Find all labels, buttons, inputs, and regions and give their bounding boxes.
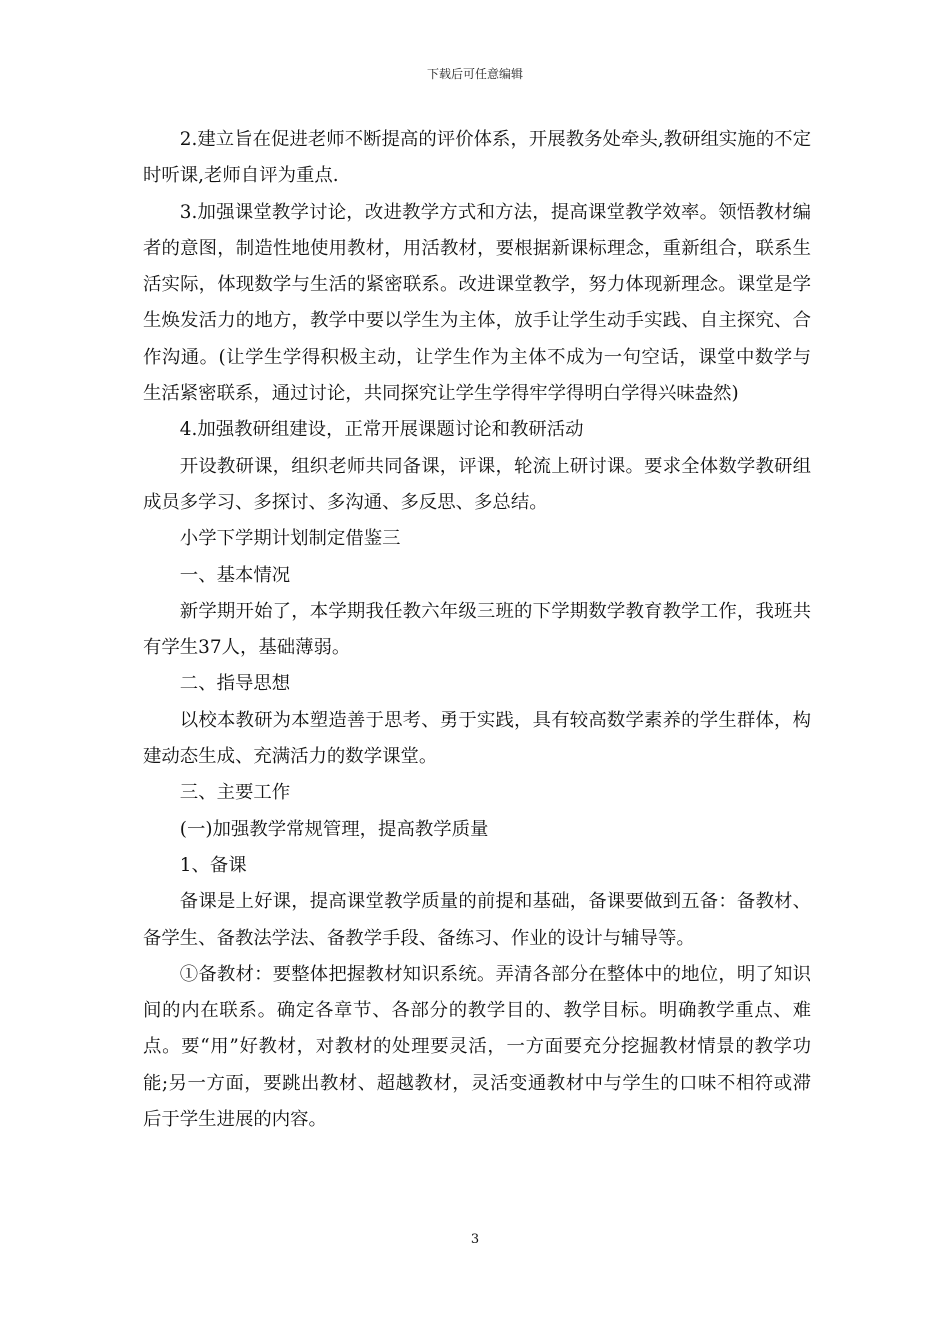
section-title: 小学下学期计划制定借鉴三 xyxy=(179,528,401,550)
heading-guiding-ideology: 二、指导思想 xyxy=(179,673,291,695)
document-body xyxy=(143,122,811,1138)
page-header: 下载后可任意编辑 xyxy=(426,67,523,81)
heading-basic-situation: 一、基本情况 xyxy=(179,564,291,586)
heading-main-work: 三、主要工作 xyxy=(179,782,291,804)
subheading-lesson-prep: 1、备课 xyxy=(179,854,247,876)
paragraph-prepare-materials: ①备教材：要整体把握教材知识系统。弄清各部分在整体中的地位，明了知识间的内在联系。确定各章节、各部分的教学目的、教学目标。明确教学重点、难点。要“用”好教材，对教材的处理要灵活，一方面要充分挖掘教材情景的教学功能;另一方面，要跳出教材、超越教材，灵活变通教材中与学生的口味不相符或滞后于学生进展的内容。 xyxy=(143,963,811,1131)
paragraph-research-group: 4.加强教研组建设，正常开展课题讨论和教研活动 xyxy=(179,419,584,441)
subheading-teaching-management: (一)加强教学常规管理，提高教学质量 xyxy=(179,818,489,840)
page-number: 3 xyxy=(470,1232,480,1247)
paragraph-research-lessons: 开设教研课，组织老师共同备课，评课，轮流上研讨课。要求全体数学教研组成员多学习、多探讨、多沟通、多反思、多总结。 xyxy=(143,455,811,513)
paragraph-evaluation-system: 2.建立旨在促进老师不断提高的评价体系，开展教务处牵头,教研组实施的不定时听课,老师自评为重点. xyxy=(143,129,811,187)
paragraph-basic-situation: 新学期开始了，本学期我任教六年级三班的下学期数学教育教学工作，我班共有学生37人，基础薄弱。 xyxy=(143,600,811,659)
paragraph-classroom-teaching: 3.加强课堂教学讨论，改进教学方式和方法，提高课堂教学效率。领悟教材编者的意图，制造性地使用教材，用活教材，要根据新课标理念，重新组合，联系生活实际，体现数学与生活的紧密联系。改进课堂教学，努力体现新理念。课堂是学生焕发活力的地方，教学中要以学生为主体，放手让学生动手实践、自主探究、合作沟通。(让学生学得积极主动，让学生作为主体不成为一句空话，课堂中数学与生活紧密联系，通过讨论，共同探究让学生学得牢学得明白学得兴味盎然) xyxy=(143,201,811,405)
paragraph-guiding-ideology: 以校本教研为本塑造善于思考、勇于实践，具有较高数学素养的学生群体，构建动态生成、充满活力的数学课堂。 xyxy=(143,709,811,768)
paragraph-lesson-prep: 备课是上好课，提高课堂教学质量的前提和基础，备课要做到五备：备教材、备学生、备教法学法、备教学手段、备练习、作业的设计与辅导等。 xyxy=(143,891,811,949)
